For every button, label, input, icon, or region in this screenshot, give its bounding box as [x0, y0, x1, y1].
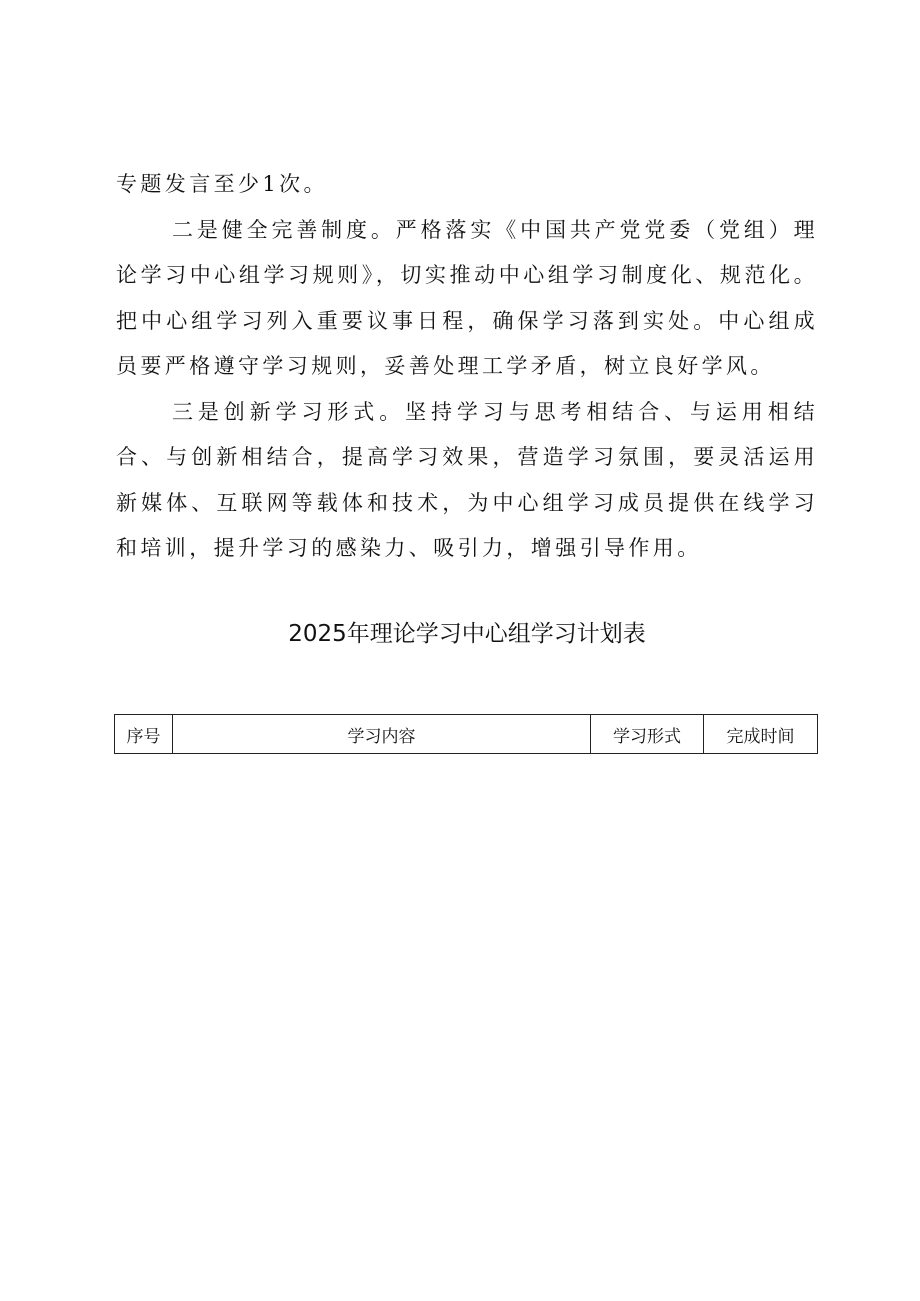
paragraph-innovate-format: 三是创新学习形式。坚持学习与思考相结合、与运用相结合、与创新相结合，提高学习效果，营造学习氛围，要灵活运用新媒体、互联网等载体和技术，为中心组学习成员提供在线学习和培训，提升学习的感染力、吸引力，增强引导作用。: [116, 399, 818, 560]
paragraph-continuation: 专题发言至少1次。: [116, 172, 328, 196]
header-study-format: 学习形式: [591, 715, 704, 754]
study-plan-table: [114, 714, 818, 754]
table-header-row: [115, 715, 818, 754]
header-completion-time: 完成时间: [704, 715, 818, 754]
paragraph-improve-system: 二是健全完善制度。严格落实《中国共产党党委（党组）理论学习中心组学习规则》，切实推动中心组学习制度化、规范化。把中心组学习列入重要议事日程，确保学习落到实处。中心组成员要严格遵守学习规则，妥善处理工学矛盾，树立良好学风。: [116, 217, 818, 378]
plan-table-title: 2025年理论学习中心组学习计划表: [288, 621, 646, 647]
header-serial-number: 序号: [115, 715, 173, 754]
body-text: [116, 162, 818, 572]
header-study-content: 学习内容: [173, 715, 591, 754]
